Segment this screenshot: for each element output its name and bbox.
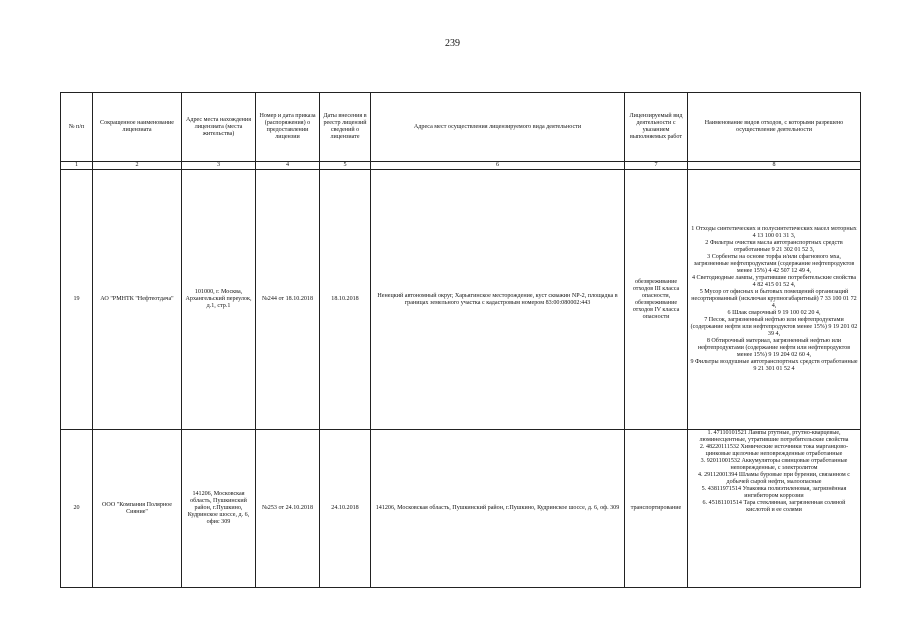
waste-item: 3 Сорбенты на основе торфа и/или сфагнового мха, загрязненные нефтепродуктами (содержание нефтепродуктов менее 15%) 4 42 507 12 49 4, (693, 254, 855, 274)
table-header-row (61, 93, 861, 162)
waste-item: 6. 45181101514 Тара стеклянная, загрязненная соляной кислотой и ее солями (702, 500, 846, 513)
waste-types-list (688, 430, 861, 588)
licensee-name: АО "РМНТК "Нефтеотдача" (93, 170, 182, 430)
page-number: 239 (445, 38, 460, 49)
column-number: 2 (93, 162, 182, 170)
row-number: 20 (61, 430, 93, 588)
licensee-name: ООО "Компания Полярное Сияние" (93, 430, 182, 588)
header-licensee-name: Сокращенное наименование лицензиата (93, 93, 182, 162)
column-number-row (61, 162, 861, 170)
registry-date: 24.10.2018 (320, 430, 371, 588)
waste-item: 1 Отходы синтетических и полусинтетических масел моторных 4 13 100 01 31 3, (691, 226, 857, 239)
waste-item: 8 Обтирочный материал, загрязненный нефтью или нефтепродуктами (содержание нефти или нефтепродуктов менее 15%) 9 19 204 02 60 4, (697, 338, 851, 358)
table-row (61, 430, 861, 588)
header-licensee-address: Адрес места нахождения лицензиата (места жительства) (182, 93, 256, 162)
column-number: 7 (625, 162, 688, 170)
column-number: 4 (256, 162, 320, 170)
header-order: Номер и дата приказа (распоряжения) о предоставлении лицензии (256, 93, 320, 162)
column-number: 3 (182, 162, 256, 170)
order-number: №253 от 24.10.2018 (256, 430, 320, 588)
waste-item: 2. 48220111532 Химические источники тока марганцово-цинковые щелочные неповрежденные отработанные (699, 444, 849, 457)
activity-type: транспортирование (625, 430, 688, 588)
waste-item: 9 Фильтры воздушные автотранспортных средств отработанные 9 21 301 01 52 4 (690, 359, 858, 372)
licensee-address: 101000, г. Москва, Архангельский переулок, д.1, стр.1 (182, 170, 256, 430)
header-number: № п/п (61, 93, 93, 162)
header-activity-type: Лицензируемый вид деятельности с указанием выполняемых работ (625, 93, 688, 162)
registry-date: 18.10.2018 (320, 170, 371, 430)
waste-item: 3. 92011001532 Аккумуляторы свинцовые отработанные неповрежденные, с электролитом (700, 458, 848, 471)
activity-type: обезвреживание отходов III класса опасности, обезвреживание отходов IV класса опасности (625, 170, 688, 430)
waste-item: 1. 47110101521 Лампы ртутные, ртутно-кварцевые, люминесцентные, утратившие потребительские свойства (699, 430, 849, 443)
waste-types-list (688, 170, 861, 430)
waste-item: 4 Светодиодные лампы, утратившие потребительские свойства 4 82 415 01 52 4, (691, 275, 857, 288)
order-number: №244 от 18.10.2018 (256, 170, 320, 430)
waste-item: 4. 29112001394 Шламы буровые при бурении, связанном с добычей сырой нефти, малоопасные (697, 472, 851, 485)
waste-item: 5. 43811971514 Упаковка полиэтиленовая, загрязнённая ингибитором коррозии (701, 486, 847, 499)
license-registry-table (60, 92, 861, 588)
licensee-address: 141206, Московская область, Пушкинский район, г.Пушкино, Кудринское шоссе, д. 6, офис 309 (182, 430, 256, 588)
activity-places: 141206, Московская область, Пушкинский район, г.Пушкино, Кудринское шоссе, д. 6, оф. 309 (371, 430, 625, 588)
column-number: 1 (61, 162, 93, 170)
column-number: 8 (688, 162, 861, 170)
waste-item: 6 Шлак сварочный 9 19 100 02 20 4, (727, 310, 821, 316)
header-activity-places: Адреса мест осуществления лицензируемого вида деятельности (371, 93, 625, 162)
row-number: 19 (61, 170, 93, 430)
table-row (61, 170, 861, 430)
header-registry-date: Даты внесения в реестр лицензий сведений о лицензиате (320, 93, 371, 162)
waste-item: 5 Мусор от офисных и бытовых помещений организаций несортированный (исключая крупногабаритный) 7 33 100 01 72 4, (691, 289, 857, 309)
waste-item: 2 Фильтры очистки масла автотранспортных средств отработанные 9 21 302 01 52 3, (705, 240, 843, 253)
column-number: 5 (320, 162, 371, 170)
activity-places: Ненецкий автономный округ, Харьягинское месторождение, куст скважин NP-2, площадка в границах земельного участка с кадастровым номером 83:00:080002:443 (371, 170, 625, 430)
column-number: 6 (371, 162, 625, 170)
waste-item: 7 Песок, загрязненный нефтью или нефтепродуктами (содержание нефти или нефтепродуктов менее 15%) 9 19 201 02 39 4, (690, 317, 858, 337)
header-waste-types: Наименование видов отходов, с которыми разрешено осуществление деятельности (688, 93, 861, 162)
